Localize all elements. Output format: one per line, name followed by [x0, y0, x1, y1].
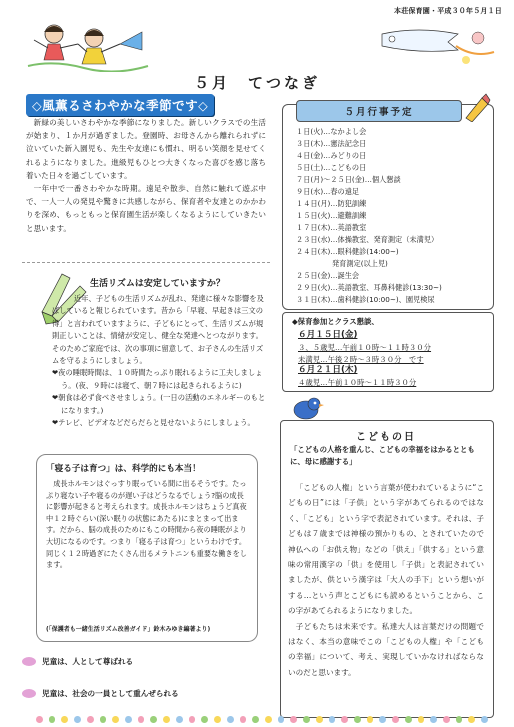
flower-icon [100, 716, 107, 723]
flower-icon [265, 716, 272, 723]
koinobori-illustration [378, 24, 498, 68]
event-item: ３１日(木)…歯科健診(10:00~)、園児検尿 [296, 295, 435, 304]
flower-icon [227, 716, 234, 723]
season-text [26, 116, 266, 235]
section-divider [22, 262, 270, 263]
event-item: １７日(木)…英語教室 [296, 223, 367, 232]
rights-line [22, 682, 272, 704]
flower-icon [316, 716, 323, 723]
visit-line: ４歳児…午前１０時～１１時３０分 [298, 378, 417, 388]
flower-icon [150, 716, 157, 723]
season-paragraph: 一年中で一番さわやかな時期。遠足や散歩、自然に触れて遊ぶ中で、一人一人の発見や驚きに共感しながら、保育者や友達とのかかわりを深め、もっともっと保育園生活が楽しくなるようにしていきたいと思います。 [26, 184, 266, 233]
rhythm-intro: 近年、子どもの生活リズムが乱れ、発達に様々な影響を及ぼしていると報じられています。昔から「早寝、早起きは三文の得」と言われていますように、子どもにとって、生活リズムが規則正しいことは、情緒が安定し、健全な発達へとつながります。そのためご家庭では、次の事項に留意して、お子さんの生活リズムを守るようにしましょう。 [52, 294, 264, 366]
event-item: ３日(木)…憲法記念日 [296, 139, 367, 148]
newsletter-title: ５月 てつなぎ [193, 74, 320, 92]
visit-date: ６月２１日(木) [298, 365, 358, 376]
flower-icon [341, 716, 348, 723]
rhythm-item: ❤テレビ、ビデオなどだらだらと見せないようにしましょう。 [52, 418, 255, 428]
rhythm-body [52, 293, 268, 429]
flower-icon [36, 716, 43, 723]
flower-icon [252, 716, 259, 723]
flower-icon [278, 716, 285, 723]
season-paragraph: 新緑の美しいさわやかな季節になりました。新しいクラスでの生活が始まり、１か月が過ぎました。登園時、お母さんから離れられずに泣いていた新入園児も、先生や友達にも慣れ、明るい笑顔を見せてくれるようになりました。進級児もひとつ大きくなった喜びを感じ落ち着いた日々を過ごしています。 [26, 118, 266, 180]
flower-icon [405, 716, 412, 723]
event-item: ２４日(木)…眼科健診(14:00~) [296, 247, 399, 256]
event-item: ５日(土)…こどもの日 [296, 163, 367, 172]
flower-icon [468, 716, 475, 723]
flower-icon [418, 716, 425, 723]
flower-icon [87, 716, 94, 723]
flower-icon [379, 716, 386, 723]
rights-text: 児童は、人として尊ばれる [42, 656, 134, 666]
flower-icon [125, 716, 132, 723]
event-item: ９日(水)…春の遠足 [296, 187, 360, 196]
events-list [296, 126, 486, 306]
sleep-body: 成長ホルモンはぐっすり眠っている間に出るそうです。たっぷり寝ない子や寝るのが遅い子はどうなるでしょう?脳の成長に影響が起きると考えられます。成長ホルモンはちょうど真夜中１２時ぐらい(深い眠りの状態にあたる)にまとまって出ます。だから、脳の成長のためにもこの時間から夜の睡眠がより大切になるのです。つまり「寝る子は育つ」というわけです。同じく１２時過ぎにたくさん出るメラトニンも重要な働きをします。 [46, 479, 247, 570]
flower-icon [163, 716, 170, 723]
sleep-title: 「寝る子は育つ」は、科学的にも本当！ [46, 464, 201, 474]
season-heading: ◇風薫るさわやかな季節です◇ [26, 94, 214, 116]
flower-icon [112, 716, 119, 723]
bird-illustration [290, 392, 324, 422]
organization-date: 本荘保育園・平成３０年５月１日 [394, 7, 502, 15]
children-rights [22, 650, 272, 710]
kodomo-paragraph: 子どもたちは未来です。私達大人は言葉だけの問題ではなく、本当の意味でこの「こどもの人権」や「こどもの幸福」について、考え、実現していかなければならないのだと思います。 [288, 621, 484, 677]
visit-date: ６月１５日(金) [298, 330, 358, 340]
flower-icon [481, 716, 488, 723]
flower-icon [367, 716, 374, 723]
event-item: １５日(火)…避難訓練 [296, 211, 367, 220]
flower-icon [430, 716, 437, 723]
event-item: ２９日(火)…英語教室、耳鼻科健診(13:30~) [296, 283, 442, 292]
kodomo-lead: 「こどもの人格を重んじ、こどもの幸福をはかるとともに、母に感謝する」 [290, 445, 475, 466]
event-item: １日(火)…なかよし会 [296, 127, 367, 136]
kodomo-title: こどもの日 [356, 432, 416, 443]
heart-icon [22, 657, 36, 666]
pen-icon [462, 92, 492, 122]
flower-icon [74, 716, 81, 723]
flower-icon [354, 716, 361, 723]
flower-border [36, 716, 488, 724]
rights-text: 児童は、社会の一員として重んぜられる [42, 688, 179, 698]
kodomo-paragraph: 「こどもの人権」という言葉が使われているように“こどもの日”には「子供」という字があてられるのではなく、「こども」という字で表記されています。それは、子どもは７歳までは神様の預かりもの、とされていたので神仏への「お供え物」などの「供え」「供する」という意味の常用漢字の「供」を使用し「子供」と表記されていましたが、供という漢字は「大人の手下」という想いがする…という声とこどもにも読めるということから、この字があてられるようになりました。 [288, 483, 484, 616]
event-item: 発育測定(以上児) [296, 259, 388, 268]
rights-line [22, 650, 272, 672]
flower-icon [201, 716, 208, 723]
rhythm-title: 生活リズムは安定していますか？ [90, 279, 225, 289]
event-item: ２３日(水)…体操教室、発育測定（未満児） [296, 235, 439, 244]
flower-icon [176, 716, 183, 723]
children-running-illustration [24, 14, 154, 72]
events-banner: ５月行事予定 [296, 100, 462, 122]
flower-icon [240, 716, 247, 723]
flower-icon [189, 716, 196, 723]
heart-icon [22, 689, 36, 698]
visit-heading: ◆保育参加とクラス懇談、 [292, 317, 379, 326]
visit-body [298, 330, 431, 389]
event-item: １４日(月)…防犯訓練 [296, 199, 367, 208]
event-item: ７日(月)～２５日(金)…個人懇談 [296, 175, 401, 184]
flower-icon [61, 716, 68, 723]
rhythm-item: ❤朝食は必ず食べさせましょう。(一日の活動のエネルギーのもとになります。) [52, 393, 266, 415]
visit-line: ３、５歳児…午前１０時～１１時３０分 [298, 342, 432, 352]
event-item: ４日(金)…みどりの日 [296, 151, 367, 160]
flower-icon [392, 716, 399, 723]
flower-icon [138, 716, 145, 723]
event-item: ２５日(金)…誕生会 [296, 271, 360, 280]
flower-icon [303, 716, 310, 723]
visit-line: 未満児…午後２時～３時３０分 です [298, 354, 424, 364]
flower-icon [456, 716, 463, 723]
flower-icon [290, 716, 297, 723]
rhythm-item: ❤夜の睡眠時間は、１０時間たっぷり眠れるように工夫しましょう。(夜、９時には寝て、朝７時には起きられるように) [52, 368, 263, 390]
flower-icon [214, 716, 221, 723]
flower-icon [49, 716, 56, 723]
flower-icon [443, 716, 450, 723]
kodomo-body [288, 480, 484, 680]
sleep-source: (「保護者も一緒生活リズム改善ガイド」鈴木みゆき編著より) [46, 626, 211, 633]
flower-icon [329, 716, 336, 723]
